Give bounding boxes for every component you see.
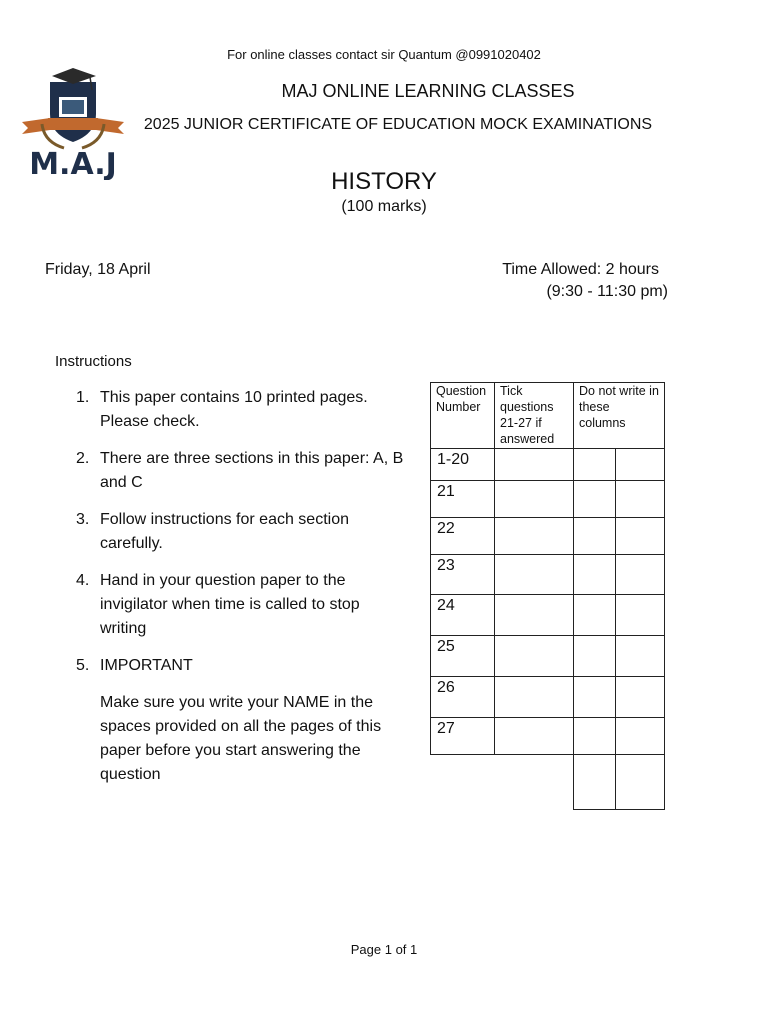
subject-title: HISTORY — [331, 168, 437, 195]
marker-cell — [616, 481, 665, 518]
tick-cell — [495, 718, 574, 755]
time-allowed: Time Allowed: 2 hours — [502, 261, 659, 278]
marker-cell — [616, 718, 665, 755]
instruction-number: 4. — [76, 572, 90, 589]
marker-cell — [616, 518, 665, 555]
total-marker-cell — [574, 755, 616, 810]
instruction-number: 2. — [76, 450, 90, 467]
tick-cell — [495, 518, 574, 555]
marker-cell — [616, 595, 665, 636]
empty-cell — [431, 755, 495, 810]
logo-text: M.A.J — [29, 147, 117, 180]
total-marks: (100 marks) — [341, 198, 427, 215]
instruction-item — [76, 569, 406, 641]
instruction-item — [76, 386, 406, 434]
marker-cell — [574, 718, 616, 755]
question-number-cell: 24 — [431, 595, 495, 636]
instruction-text: This paper contains 10 printed pages. Please check. — [100, 389, 368, 430]
exam-date: Friday, 18 April — [45, 261, 151, 278]
page-number: Page 1 of 1 — [350, 942, 418, 957]
tick-cell — [495, 677, 574, 718]
marker-cell — [616, 449, 665, 481]
instruction-item — [76, 508, 406, 556]
exam-title: 2025 JUNIOR CERTIFICATE OF EDUCATION MOCK EXAMINATIONS — [143, 116, 653, 133]
total-marker-cell — [616, 755, 665, 810]
tick-cell — [495, 449, 574, 481]
question-number-cell: 23 — [431, 555, 495, 595]
instruction-text: Follow instructions for each section carefully. — [100, 511, 349, 552]
header-question-number: Question Number — [431, 383, 495, 449]
header-tick-questions: Tick questions 21-27 if answered — [495, 383, 574, 449]
instruction-text: There are three sections in this paper: A, B and C — [100, 450, 404, 491]
instruction-item — [76, 654, 406, 678]
marker-cell — [574, 449, 616, 481]
instruction-text: Hand in your question paper to the invigilator when time is called to stop writing — [100, 572, 360, 637]
marker-cell — [574, 555, 616, 595]
instruction-number: 1. — [76, 389, 90, 406]
tick-cell — [495, 636, 574, 677]
marker-cell — [616, 677, 665, 718]
question-number-cell: 26 — [431, 677, 495, 718]
marker-cell — [574, 636, 616, 677]
question-number-cell: 21 — [431, 481, 495, 518]
instruction-number: 3. — [76, 511, 90, 528]
time-range: (9:30 - 11:30 pm) — [546, 283, 668, 300]
instruction-number: 5. — [76, 657, 90, 674]
marker-cell — [574, 481, 616, 518]
question-number-cell: 25 — [431, 636, 495, 677]
tick-cell — [495, 555, 574, 595]
instruction-item — [76, 447, 406, 495]
marker-cell — [574, 677, 616, 718]
marker-cell — [616, 636, 665, 677]
question-number-cell: 22 — [431, 518, 495, 555]
instructions-list — [76, 386, 406, 787]
marker-cell — [574, 595, 616, 636]
instruction-note: Make sure you write your NAME in the spaces provided on all the pages of this paper before you start answering the question — [100, 694, 382, 783]
marker-cell — [616, 555, 665, 595]
instruction-text: IMPORTANT — [100, 657, 193, 674]
tick-cell — [495, 595, 574, 636]
header-do-not-write: Do not write in these columns — [574, 383, 665, 449]
instructions-heading: Instructions — [55, 353, 132, 370]
tick-cell — [495, 481, 574, 518]
empty-cell — [495, 755, 574, 810]
contact-line: For online classes contact sir Quantum @0991020402 — [227, 47, 541, 62]
answer-tracking-table — [430, 382, 665, 810]
marker-cell — [574, 518, 616, 555]
organisation-name: MAJ ONLINE LEARNING CLASSES — [281, 81, 575, 101]
question-number-cell: 1-20 — [431, 449, 495, 481]
question-number-cell: 27 — [431, 718, 495, 755]
